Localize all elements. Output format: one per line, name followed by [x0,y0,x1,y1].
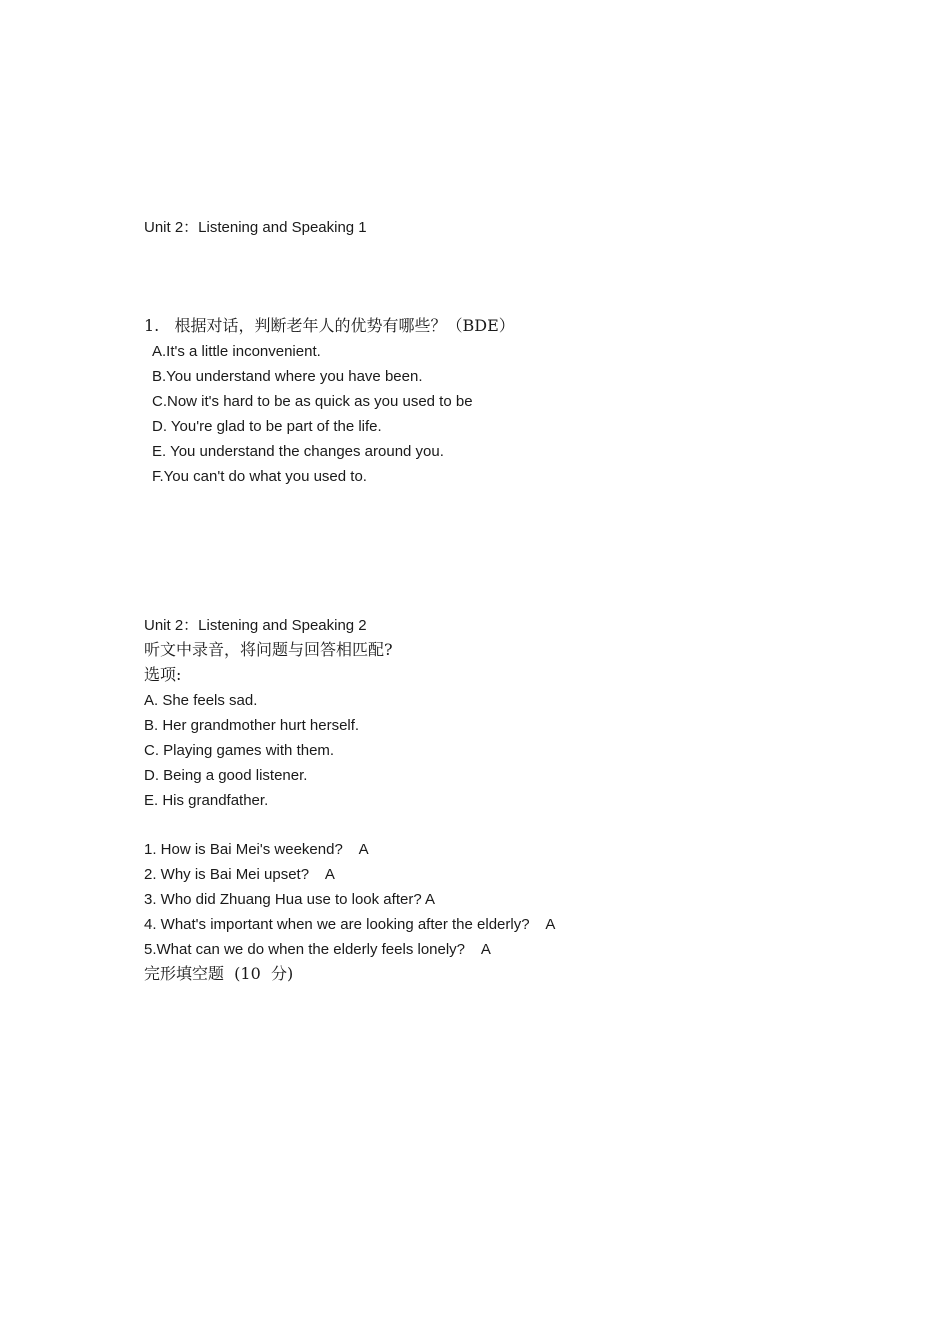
section2-footer: 完形填空题 (10 分) [144,964,294,983]
section1-option-b: B.You understand where you have been. [152,368,423,385]
section2-title: Unit 2：Listening and Speaking 2 [144,617,367,634]
section2-question-5: 5.What can we do when the elderly feels lonely? A [144,941,491,958]
section2-question-3: 3. Who did Zhuang Hua use to look after? A [144,891,436,908]
section2-option-e: E. His grandfather. [144,792,269,809]
section2-question-1: 1. How is Bai Mei's weekend? A [144,841,369,858]
section2-instruction: 听文中录音，将问题与回答相匹配? [144,640,393,659]
section1-option-a: A.It's a little inconvenient. [152,343,321,360]
section1-title: Unit 2：Listening and Speaking 1 [144,219,367,236]
section2-options-label: 选项: [144,665,182,684]
section2-option-d: D. Being a good listener. [144,767,308,784]
section2-question-4: 4. What's important when we are looking after the elderly? A [144,916,556,933]
section1-option-e: E. You understand the changes around you. [152,443,444,460]
section1-option-d: D. You're glad to be part of the life. [152,418,382,435]
section1-option-c: C.Now it's hard to be as quick as you used to be [152,393,473,410]
section2-question-2: 2. Why is Bai Mei upset? A [144,866,335,883]
section2-option-a: A. She feels sad. [144,692,258,709]
section1-question: 1. 根据对话，判断老年人的优势有哪些？（BDE） [144,316,515,335]
section2-option-c: C. Playing games with them. [144,742,335,759]
section1-option-f: F.You can't do what you used to. [152,468,367,485]
section2-option-b: B. Her grandmother hurt herself. [144,717,360,734]
